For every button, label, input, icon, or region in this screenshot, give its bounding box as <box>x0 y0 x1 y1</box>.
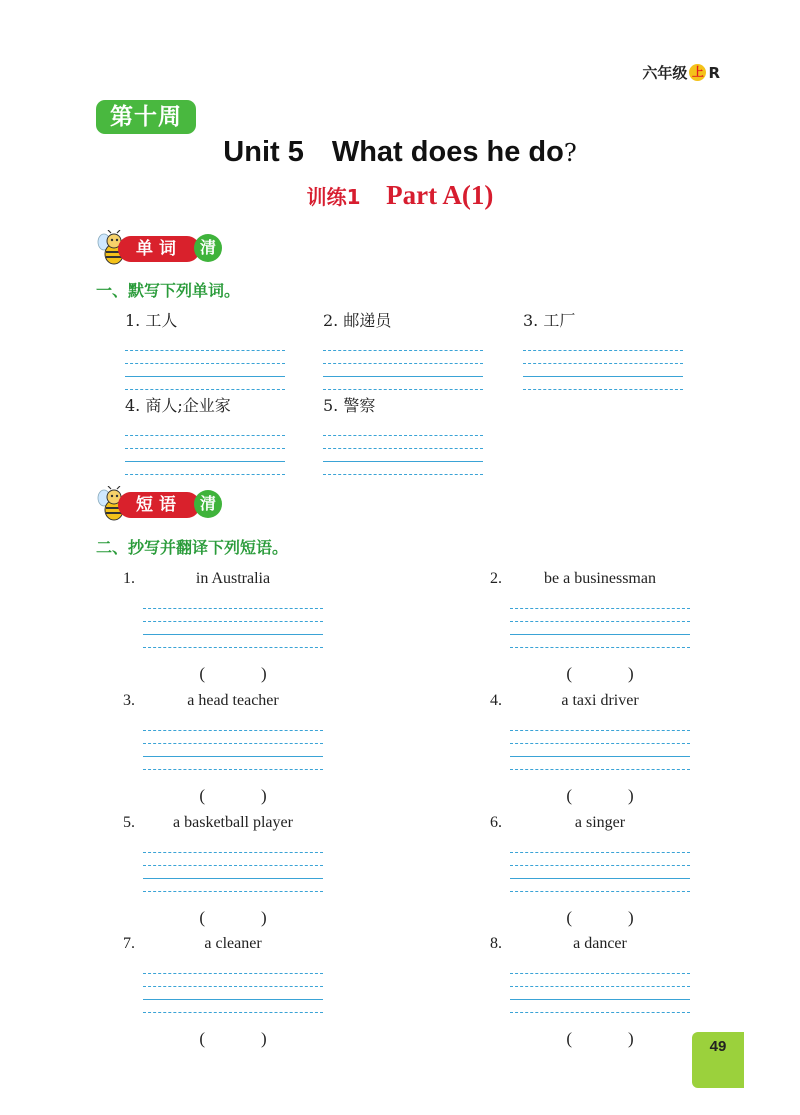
word-label: 2. 邮递员 <box>323 311 392 330</box>
word-label: 3. 工厂 <box>523 311 576 330</box>
phrase-item <box>490 568 690 684</box>
phrase-number: 8. <box>490 935 502 952</box>
qing-mark: 清 <box>194 234 222 262</box>
phrase-text: a head teacher <box>187 692 279 709</box>
word-item <box>125 395 285 475</box>
phrase-text: a singer <box>574 814 626 831</box>
word-label: 5. 警察 <box>323 396 376 415</box>
unit-title <box>0 136 800 169</box>
word-item <box>125 310 285 390</box>
grade-label <box>642 62 720 83</box>
writing-lines[interactable] <box>323 423 483 475</box>
phrase-number: 4. <box>490 692 502 709</box>
writing-lines[interactable] <box>510 961 690 1013</box>
phrase-item <box>490 812 690 928</box>
translation-blank[interactable]: ( ) <box>199 664 267 683</box>
unit-number: Unit 5 <box>223 136 304 168</box>
word-label: 1. 工人 <box>125 311 178 330</box>
translation-blank[interactable]: ( ) <box>199 1029 267 1048</box>
writing-lines[interactable] <box>143 961 323 1013</box>
writing-lines[interactable] <box>323 338 483 390</box>
unit-question-mark: ? <box>563 139 577 167</box>
phrase-text: a cleaner <box>204 935 262 952</box>
section-tag-label: 短语 <box>118 492 200 518</box>
translation-blank[interactable]: ( ) <box>566 664 634 683</box>
qing-mark: 清 <box>194 490 222 518</box>
grade-up-mark: 上 <box>689 64 706 81</box>
writing-lines[interactable] <box>143 596 323 648</box>
writing-lines[interactable] <box>510 596 690 648</box>
writing-lines[interactable] <box>125 338 285 390</box>
phrase-text: a dancer <box>573 935 627 952</box>
phrase-item <box>123 690 323 806</box>
translation-blank[interactable]: ( ) <box>566 908 634 927</box>
phrase-number: 3. <box>123 692 135 709</box>
phrase-number: 5. <box>123 814 135 831</box>
writing-lines[interactable] <box>523 338 683 390</box>
week-badge: 第十周 <box>96 100 196 134</box>
page-number: 49 <box>692 1032 744 1088</box>
writing-lines[interactable] <box>143 840 323 892</box>
phrase-number: 6. <box>490 814 502 831</box>
part-label: Part A(1) <box>386 180 494 210</box>
translation-blank[interactable]: ( ) <box>199 908 267 927</box>
grade-suffix: R <box>708 63 720 82</box>
instruction-words: 一、默写下列单词。 <box>96 281 241 300</box>
phrase-text: a taxi driver <box>561 692 639 709</box>
translation-blank[interactable]: ( ) <box>566 1029 634 1048</box>
section-tag-words <box>94 228 234 268</box>
phrase-text: a basketball player <box>173 814 293 831</box>
writing-lines[interactable] <box>125 423 285 475</box>
phrase-text: be a businessman <box>544 570 656 587</box>
phrase-item <box>123 568 323 684</box>
word-item <box>323 310 483 390</box>
word-label: 4. 商人;企业家 <box>125 396 231 415</box>
section-tag-phrases <box>94 484 234 524</box>
phrase-number: 7. <box>123 935 135 952</box>
translation-blank[interactable]: ( ) <box>566 786 634 805</box>
word-item <box>523 310 683 390</box>
translation-blank[interactable]: ( ) <box>199 786 267 805</box>
writing-lines[interactable] <box>143 718 323 770</box>
instruction-phrases: 二、抄写并翻译下列短语。 <box>96 538 289 557</box>
section-tag-label: 单词 <box>118 236 200 262</box>
phrase-item <box>123 933 323 1049</box>
unit-question: What does he do <box>331 136 564 168</box>
writing-lines[interactable] <box>510 840 690 892</box>
phrase-number: 2. <box>490 570 502 587</box>
writing-lines[interactable] <box>510 718 690 770</box>
phrase-item <box>490 690 690 806</box>
phrase-number: 1. <box>123 570 135 587</box>
part-title <box>0 180 800 211</box>
phrase-item <box>123 812 323 928</box>
word-item <box>323 395 483 475</box>
phrase-text: in Australia <box>195 570 271 587</box>
grade-prefix: 六年级 <box>642 64 688 82</box>
phrase-item <box>490 933 690 1049</box>
training-label: 训练1 <box>306 185 361 209</box>
